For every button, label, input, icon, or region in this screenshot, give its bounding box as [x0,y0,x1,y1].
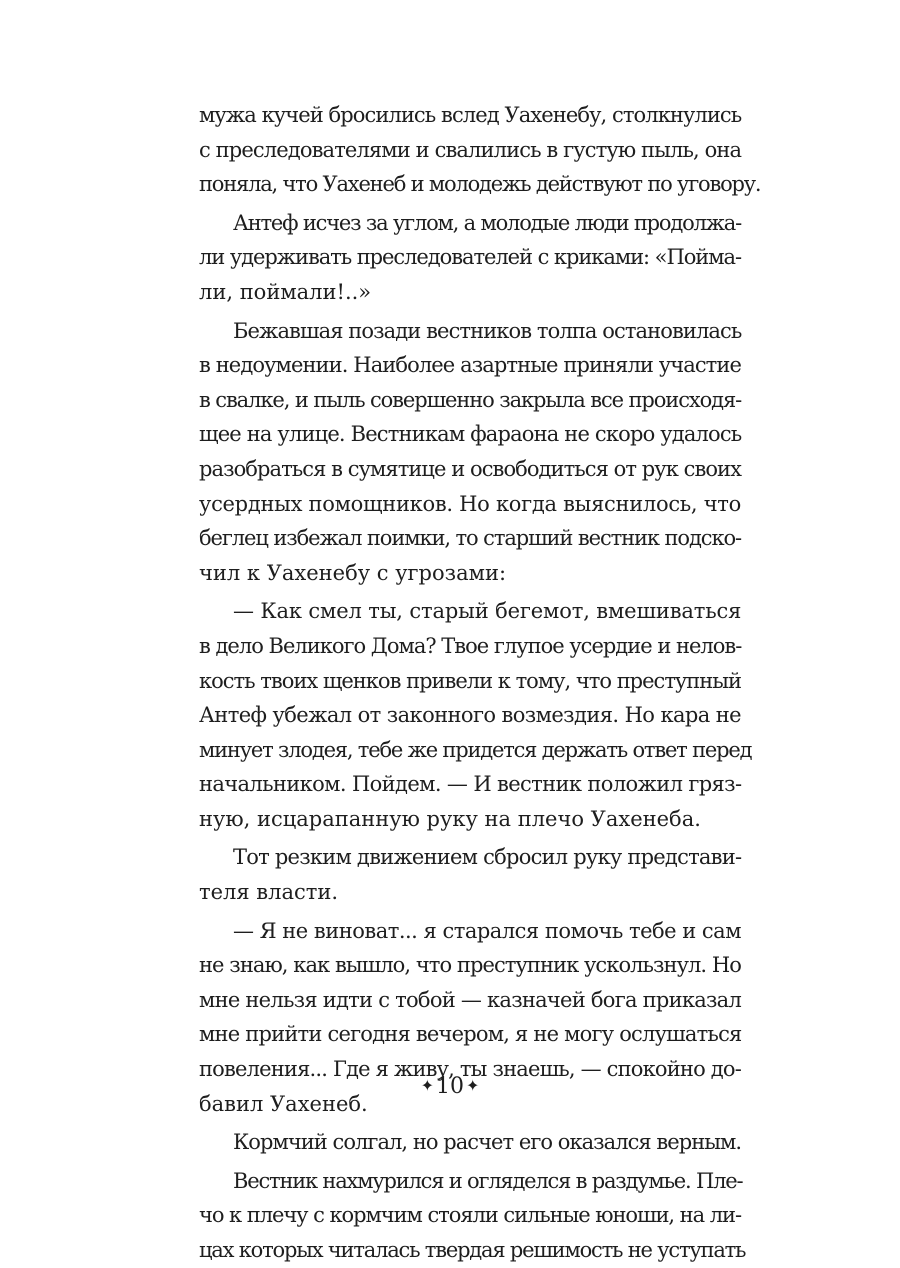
paragraph [199,1125,741,1160]
text-line: беглец избежал поимки, то старший вестник подско- [199,526,742,551]
text-line: Антеф исчез за углом, а молодые люди продолжа- [233,210,741,235]
page-number: 10 [436,1074,464,1099]
text-line: с преследователями и свалились в густую пыль, она [199,137,742,162]
text-line: поняла, что Уахенеб и молодежь действуют по уговору. [199,172,761,197]
text-line: цах которых читалась твердая решимость не уступать [199,1238,746,1262]
paragraph [199,594,752,836]
paragraph [199,206,741,310]
page-footer [0,1072,900,1101]
text-line: ную, исцарапанную руку на плечо Уахенеба. [199,806,701,831]
text-line: мне нельзя идти с тобой — казначей бога приказал [199,987,742,1012]
text-line: ли удерживать преследователей с криками: «Пойма- [199,245,741,270]
text-line: в недоумении. Наиболее азартные приняли участие [199,353,741,378]
text-line: в дело Великого Дома? Твое глупое усердие и нелов- [199,633,742,658]
ornament-left-icon: ✦ [420,1076,434,1095]
text-line: ли, поймали!..» [199,279,372,304]
paragraph [199,314,741,591]
text-line: Тот резким движением сбросил руку представи- [233,845,742,870]
text-line: — Как смел ты, старый бегемот, вмешиваться [233,599,742,624]
text-line: в свалке, и пыль совершенно закрыла все происходя- [199,387,742,412]
text-line: бавил Уахенеб. [199,1091,368,1116]
text-line: — Я не виноват... я старался помочь тебе и сам [233,918,742,943]
text-line: не знаю, как вышло, что преступник ускользнул. Но [199,953,741,978]
paragraph [199,1164,746,1268]
paragraph [199,840,741,909]
text-line: теля власти. [199,880,339,905]
text-line: минует злодея, тебе же придется держать ответ перед [199,737,752,762]
text-line: чо к плечу с кормчим стояли сильные юноши, на ли- [199,1203,741,1228]
text-line: мужа кучей бросились вслед Уахенебу, столкнулись [199,103,742,127]
text-line: Кормчий солгал, но расчет его оказался верным. [233,1130,742,1155]
text-line: Антеф убежал от законного возмездия. Но кара не [199,703,741,728]
text-line: разобраться в сумятице и освободиться от рук своих [199,456,741,481]
text-line: повеления... Где я живу, ты знаешь, — спокойно до- [199,1057,741,1082]
text-line: усердных помощников. Но когда выяснилось, что [199,491,741,516]
text-line: Бежавшая позади вестников толпа остановилась [233,318,742,343]
text-line: мне прийти сегодня вечером, я не могу ослушаться [199,1022,742,1047]
text-line: начальником. Пойдем. — И вестник положил гряз- [199,772,742,797]
text-line: чил к Уахенебу с угрозами: [199,560,507,585]
text-line: Вестник нахмурился и огляделся в раздумье. Пле- [233,1168,743,1193]
text-line: щее на улице. Вестникам фараона не скоро удалось [199,422,742,447]
text-line: кость твоих щенков привели к тому, что преступный [199,668,741,693]
paragraph [199,98,761,202]
ornament-right-icon: ✦ [466,1076,480,1095]
